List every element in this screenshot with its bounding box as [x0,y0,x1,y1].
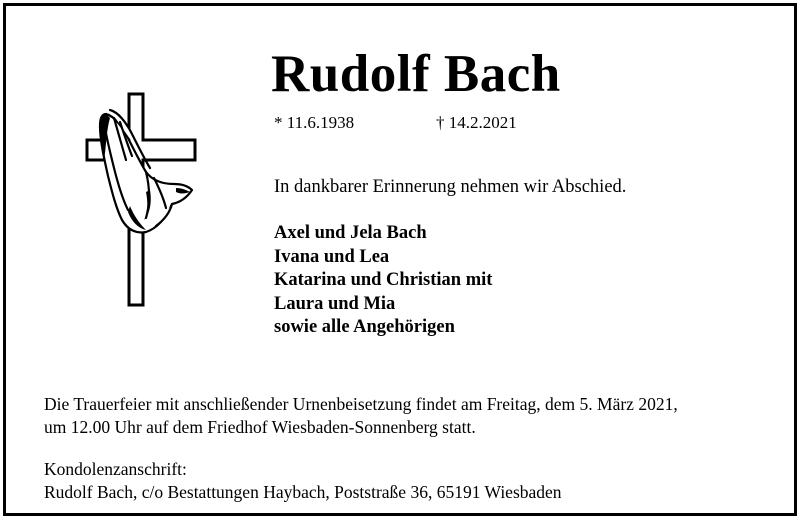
mourner-line: Laura und Mia [274,293,396,314]
mourner-line: Axel und Jela Bach [274,223,427,243]
deceased-name: Rudolf Bach [271,45,561,103]
death-date: † 14.2.2021 [436,113,517,132]
mourner-line: Katarina und Christian mit [274,270,493,290]
farewell-text: In dankbarer Erinnerung nehmen wir Abschied. [274,177,627,197]
mourners-list [274,222,492,340]
mourner-line: sowie alle Angehörigen [274,317,455,337]
mourner-line: Ivana und Lea [274,246,390,267]
condolence-label: Kondolenzanschrift: [44,459,187,479]
condolence-address-line: Rudolf Bach, c/o Bestattungen Haybach, Poststraße 36, 65191 Wiesbaden [44,482,562,502]
ceremony-line: um 12.00 Uhr auf dem Friedhof Wiesbaden-Sonnenberg statt. [44,417,476,437]
ceremony-notice [44,393,678,439]
obituary-frame [3,3,797,516]
cross-with-praying-hands-icon [84,92,199,307]
condolence-address [44,458,562,504]
ceremony-line: Die Trauerfeier mit anschließender Urnenbeisetzung findet am Freitag, dem 5. März 2021, [44,394,678,414]
birth-date: * 11.6.1938 [274,113,355,132]
